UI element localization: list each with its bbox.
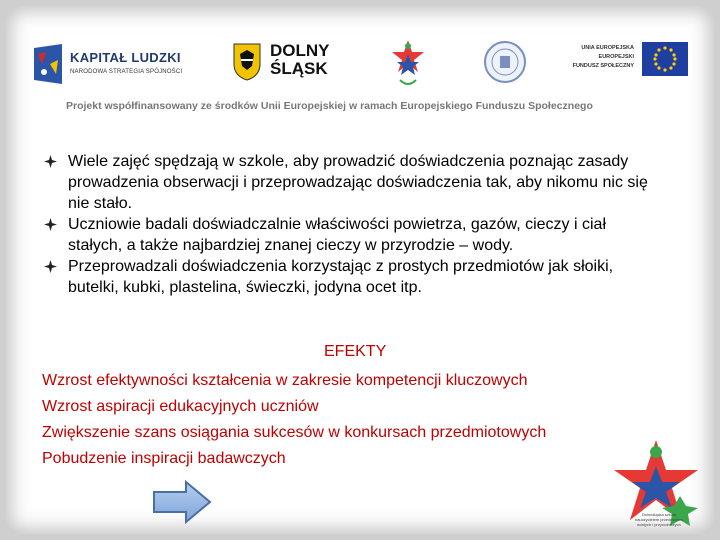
school-star-icon [390, 36, 426, 92]
diamond-bullet-icon [44, 260, 57, 273]
kapital-ludzki-flag-icon [32, 42, 66, 86]
next-arrow-icon[interactable] [152, 480, 212, 524]
list-item [44, 214, 664, 256]
diamond-bullet-icon [44, 155, 57, 168]
diamond-bullet-icon [44, 218, 57, 231]
co-financing-note: Projekt współfinansowany ze środków Unii Europejskiej w ramach Europejskiego Funduszu Społecznego [66, 100, 593, 112]
effect-item: Wzrost aspiracji edukacyjnych uczniów [42, 398, 319, 415]
kapital-ludzki-subtitle: NARODOWA STRATEGIA SPÓJNOŚCI [70, 69, 183, 75]
dolny-slask-line1: DOLNY [270, 41, 330, 60]
bullet-text: Przeprowadzali doświadczenia korzystając z prostych przedmiotów jak słoiki, butelki, kubki, plastelina, świeczki, jodyna ocet itp. [68, 258, 614, 296]
slide [6, 6, 714, 534]
bullet-list [44, 151, 664, 298]
bullet-text: Wiele zajęć spędzają w szkole, aby prowadzić doświadczenia poznając zasady prowadzenia obserwacji i przeprowadzając doświadczenia tak, aby nikomu nic się nie stało. [68, 153, 648, 212]
institution-seal-icon [480, 36, 530, 92]
corner-caption-line3: ścisłych i przyrodniczych [637, 522, 681, 527]
dolny-slask-logo [232, 36, 372, 92]
eu-line1: UNIA EUROPEJSKA [581, 45, 634, 51]
eu-line3: FUNDUSZ SPOŁECZNY [572, 63, 634, 69]
corner-caption-line1: Dolnośląska szkoła [641, 512, 677, 517]
list-item [44, 151, 664, 214]
effects-title: EFEKTY [324, 343, 387, 360]
eu-line2: EUROPEJSKI [598, 54, 634, 60]
eu-logo-text [572, 44, 634, 71]
dolny-slask-crest-icon [232, 42, 262, 82]
corner-caption-line2: nauczycielem przedmiotów [634, 517, 684, 522]
effect-item: Zwiększenie szans osiągania sukcesów w konkursach przedmiotowych [42, 424, 547, 441]
corner-logo-caption [622, 512, 696, 527]
dolny-slask-text [270, 42, 330, 78]
effect-item: Pobudzenie inspiracji badawczych [42, 450, 286, 467]
eu-logo [572, 36, 694, 92]
kapital-ludzki-title: KAPITAŁ LUDZKI [70, 50, 181, 65]
kapital-ludzki-logo [32, 36, 192, 92]
effect-item: Wzrost efektywności kształcenia w zakresie kompetencji kluczowych [42, 372, 528, 389]
list-item [44, 256, 664, 298]
effects-list [42, 368, 546, 472]
dolny-slask-line2: ŚLĄSK [270, 59, 328, 78]
bullet-text: Uczniowie badali doświadczalnie właściwości powietrza, gazów, cieczy i ciał stałych, a także najbardziej znanej cieczy w przyrodzie – wody. [68, 216, 607, 254]
eu-flag-icon [642, 42, 688, 76]
logo-strip [32, 36, 694, 96]
